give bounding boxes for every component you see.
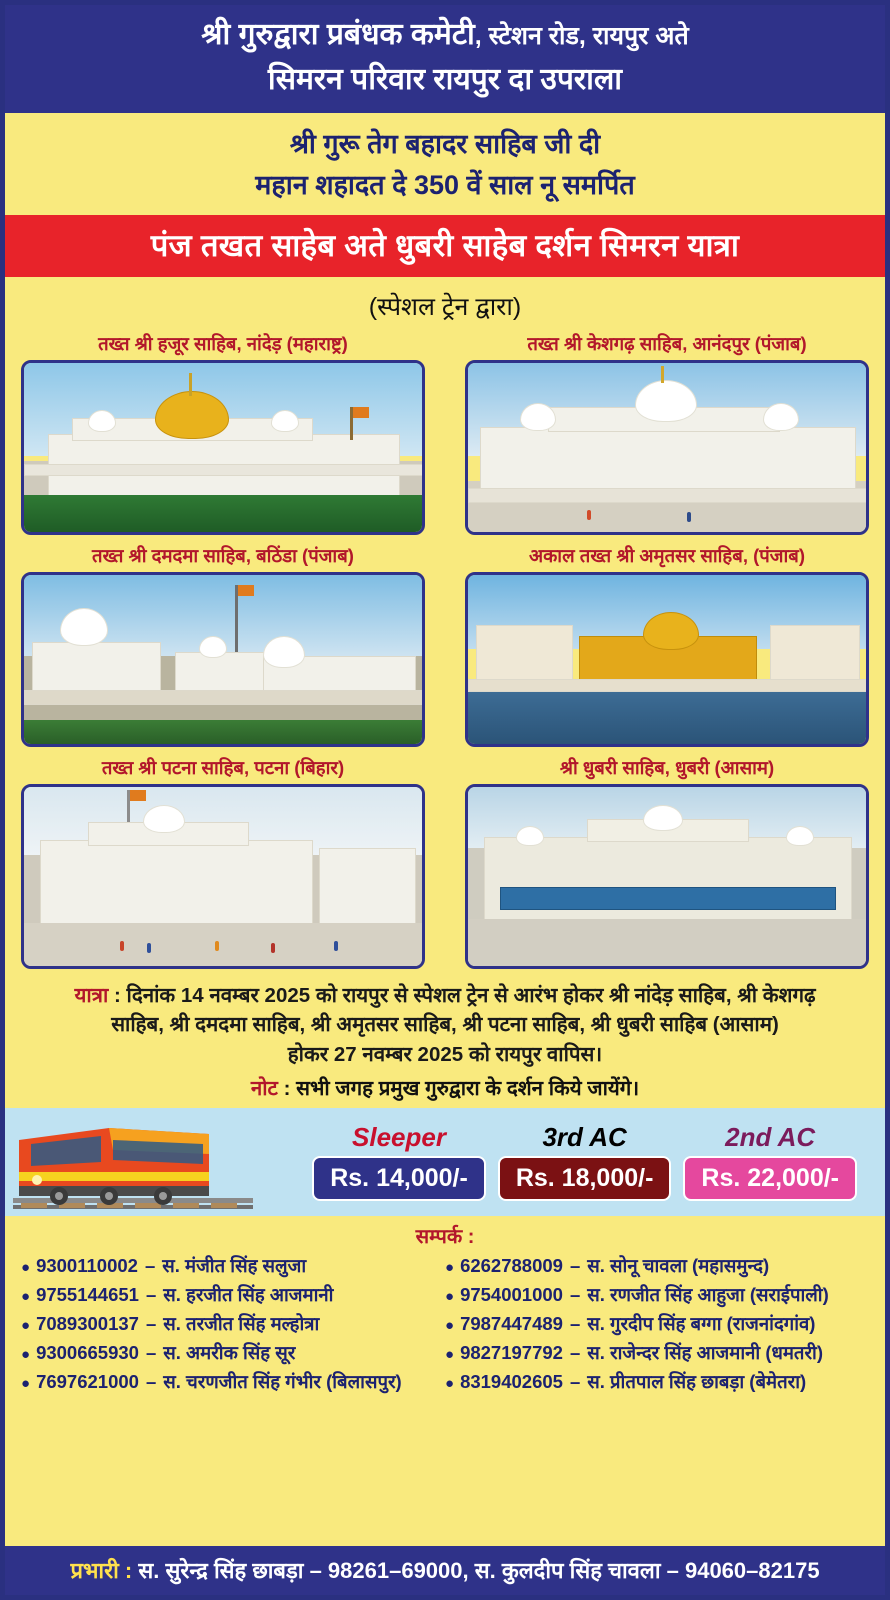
person	[120, 941, 124, 951]
main-title: पंज तखत साहेब अते धुबरी साहेब दर्शन सिमरन यात्रा	[5, 213, 885, 279]
photo-caption: तख्त श्री केशगढ़ साहिब, आनंदपुर (पंजाब)	[527, 332, 807, 354]
building-main	[40, 840, 313, 924]
price-class-label: 2nd AC	[725, 1122, 816, 1153]
dash: –	[569, 1283, 581, 1305]
spire	[661, 366, 664, 383]
dash: –	[569, 1254, 581, 1276]
building-right	[770, 625, 860, 681]
contact-name: स. अमरीक सिंह सूर	[163, 1341, 296, 1363]
dash: –	[145, 1283, 157, 1305]
contact-row	[21, 1367, 445, 1396]
contact-row	[445, 1338, 869, 1367]
photo-dhubri-sahib-dhubri	[465, 784, 869, 969]
railing	[24, 464, 424, 476]
photo-akal-takht-amritsar	[465, 572, 869, 747]
contact-heading: सम्पर्क :	[415, 1225, 475, 1248]
plaza	[24, 923, 422, 966]
contact-phone[interactable]: 9827197792	[460, 1341, 563, 1363]
price-amount: Rs. 18,000/-	[498, 1156, 672, 1201]
dash: –	[145, 1370, 157, 1392]
contact-name: स. मंजीत सिंह सलुजा	[162, 1254, 307, 1276]
building-right	[319, 848, 417, 925]
orange-flag	[350, 407, 353, 441]
price-2nd-ac	[683, 1122, 857, 1201]
contact-name: स. सोनू चावला (महासमुन्द)	[587, 1254, 770, 1276]
spire	[189, 373, 192, 397]
dash: –	[145, 1341, 157, 1363]
building-left	[476, 625, 574, 681]
building-main	[484, 837, 852, 925]
note-label: नोट	[250, 1076, 278, 1100]
yatra-details	[5, 975, 885, 1070]
bullet-icon: ●	[445, 1258, 455, 1276]
tree-line	[24, 720, 422, 744]
footer-label: प्रभारी :	[70, 1558, 133, 1583]
bullet-icon: ●	[445, 1287, 455, 1305]
contact-row	[21, 1309, 445, 1338]
person	[147, 943, 151, 953]
bullet-icon: ●	[21, 1374, 31, 1392]
contact-row	[445, 1280, 869, 1309]
contact-row	[445, 1309, 869, 1338]
details-line-2: साहिब, श्री दमदमा साहिब, श्री अमृतसर साहिब, श्री पटना साहिब, श्री धुबरी साहिब (आसाम)	[111, 1013, 779, 1037]
dome-left	[60, 608, 108, 646]
details-text-1: : दिनांक 14 नवम्बर 2025 को रायपुर से स्पेशल ट्रेन से आरंभ होकर श्री नांदेड़ साहिब, श्री केशगढ़	[113, 983, 816, 1007]
contact-name: स. रणजीत सिंह आहुजा (सराईपाली)	[587, 1283, 829, 1305]
price-band	[5, 1108, 885, 1216]
contact-row	[445, 1251, 869, 1280]
contact-name: स. चरणजीत सिंह गंभीर (बिलासपुर)	[163, 1370, 402, 1392]
contacts-left-column	[21, 1251, 445, 1396]
dash: –	[145, 1312, 157, 1334]
dash: –	[569, 1370, 581, 1392]
details-label: यात्रा	[74, 983, 109, 1007]
bullet-icon: ●	[21, 1287, 31, 1305]
person	[215, 941, 219, 951]
contact-row	[21, 1251, 445, 1280]
bullet-icon: ●	[21, 1258, 31, 1276]
photo-cell-keshgarh-sahib	[465, 329, 869, 535]
contact-phone[interactable]: 9300110002	[36, 1254, 138, 1276]
photo-row-2	[21, 541, 869, 747]
dome-left	[520, 403, 556, 431]
contact-row	[21, 1338, 445, 1367]
contacts-section	[5, 1251, 885, 1396]
photo-cell-hazur-sahib	[21, 329, 425, 535]
photo-caption: श्री धुबरी साहिब, धुबरी (आसाम)	[559, 756, 775, 778]
contact-phone[interactable]: 9754001000	[460, 1283, 563, 1305]
dome-right	[786, 826, 814, 846]
contact-phone[interactable]: 9755144651	[36, 1283, 139, 1305]
price-sleeper	[312, 1122, 486, 1201]
committee-name: श्री गुरुद्वारा प्रबंधक कमेटी	[201, 18, 475, 51]
note-line	[5, 1070, 885, 1108]
photo-caption: तख्त श्री पटना साहिब, पटना (बिहार)	[101, 756, 345, 778]
poster-footer	[5, 1546, 885, 1595]
photo-row-1	[21, 329, 869, 535]
person	[271, 943, 275, 953]
contact-phone[interactable]: 7089300137	[36, 1312, 139, 1334]
footer-text: स. सुरेन्द्र सिंह छाबड़ा – 98261–69000, स. कुलदीप सिंह चावला – 94060–82175	[138, 1558, 820, 1583]
photo-row-3	[21, 753, 869, 969]
committee-address: , स्टेशन रोड, रायपुर अते	[474, 22, 689, 50]
blue-shutters	[500, 887, 836, 910]
bullet-icon: ●	[445, 1345, 455, 1363]
contact-phone[interactable]: 7697621000	[36, 1370, 139, 1392]
photo-grid	[5, 329, 885, 969]
header-line-2: सिमरन परिवार रायपुर दा उपराला	[267, 62, 623, 96]
photo-cell-damdama-sahib	[21, 541, 425, 747]
person	[587, 510, 591, 520]
small-dome-right	[271, 410, 299, 432]
boundary-wall	[468, 488, 868, 504]
price-amount: Rs. 22,000/-	[683, 1156, 857, 1201]
nishan-sahib	[127, 790, 130, 822]
note-text: : सभी जगह प्रमुख गुरुद्वारा के दर्शन किये जायेंगे।	[283, 1076, 640, 1100]
header-line-1	[13, 15, 877, 56]
photo-keshgarh-sahib-anandpur	[465, 360, 869, 535]
railing	[24, 690, 424, 706]
plaza	[468, 919, 866, 966]
contact-name: स. प्रीतपाल सिंह छाबड़ा (बेमेतरा)	[587, 1370, 807, 1392]
dash: –	[569, 1341, 581, 1363]
dome-right	[763, 403, 799, 431]
parkarma	[468, 679, 868, 691]
nishan-sahib	[235, 585, 238, 653]
photo-cell-akal-takht	[465, 541, 869, 747]
photo-hazur-sahib-nanded	[21, 360, 425, 535]
dash: –	[144, 1254, 156, 1276]
person	[687, 512, 691, 522]
poster-header	[5, 5, 885, 113]
small-dome-left	[88, 410, 116, 432]
contact-phone[interactable]: 8319402605	[460, 1370, 563, 1392]
contact-phone[interactable]: 7987447489	[460, 1312, 563, 1334]
dome-left	[516, 826, 544, 846]
bullet-icon: ●	[21, 1345, 31, 1363]
photo-cell-dhubri-sahib	[465, 753, 869, 969]
dash: –	[569, 1312, 581, 1334]
contact-name: स. गुरदीप सिंह बग्गा (राजनांदगांव)	[587, 1312, 816, 1334]
contact-name: स. राजेन्दर सिंह आजमानी (धमतरी)	[587, 1341, 823, 1363]
price-amount: Rs. 14,000/-	[312, 1156, 486, 1201]
contact-row	[445, 1367, 869, 1396]
golden-dome	[155, 391, 229, 439]
bullet-icon: ●	[445, 1316, 455, 1334]
contact-row	[21, 1280, 445, 1309]
price-class-label: Sleeper	[352, 1122, 446, 1153]
price-3rd-ac	[498, 1122, 672, 1201]
dome-right	[263, 636, 305, 668]
contacts-right-column	[445, 1251, 869, 1396]
building-left	[32, 642, 161, 695]
subtitle: (स्पेशल ट्रेन द्वारा)	[368, 292, 522, 321]
train-illustration	[13, 1110, 253, 1214]
sarovar-water	[468, 686, 866, 743]
photo-damdama-sahib-bathinda	[21, 572, 425, 747]
photo-cell-patna-sahib	[21, 753, 425, 969]
bullet-icon: ●	[21, 1316, 31, 1334]
photo-caption: तख्त श्री दमदमा साहिब, बठिंडा (पंजाब)	[92, 544, 354, 566]
bullet-icon: ●	[445, 1374, 455, 1392]
dedication-line-1: श्री गुरू तेग बहादर साहिब जी दी	[289, 128, 601, 159]
dedication-block	[5, 113, 885, 213]
price-class-label: 3rd AC	[542, 1122, 627, 1153]
details-line-1	[19, 981, 871, 1011]
contact-name: स. तरजीत सिंह मल्होत्रा	[163, 1312, 320, 1334]
photo-caption: अकाल तख्त श्री अमृतसर साहिब, (पंजाब)	[528, 544, 806, 566]
dedication-line-2: महान शहादत दे 350 वें साल नू समर्पित	[255, 169, 635, 200]
photo-caption: तख्त श्री हजूर साहिब, नांदेड़ (महाराष्ट्र)	[98, 332, 348, 354]
contact-phone[interactable]: 9300665930	[36, 1341, 139, 1363]
photo-patna-sahib-patna	[21, 784, 425, 969]
contact-name: स. हरजीत सिंह आजमानी	[163, 1283, 334, 1305]
tree-line	[24, 495, 422, 532]
details-line-3: होकर 27 नवम्बर 2025 को रायपुर वापिस।	[287, 1043, 603, 1067]
contact-phone[interactable]: 6262788009	[460, 1254, 563, 1276]
